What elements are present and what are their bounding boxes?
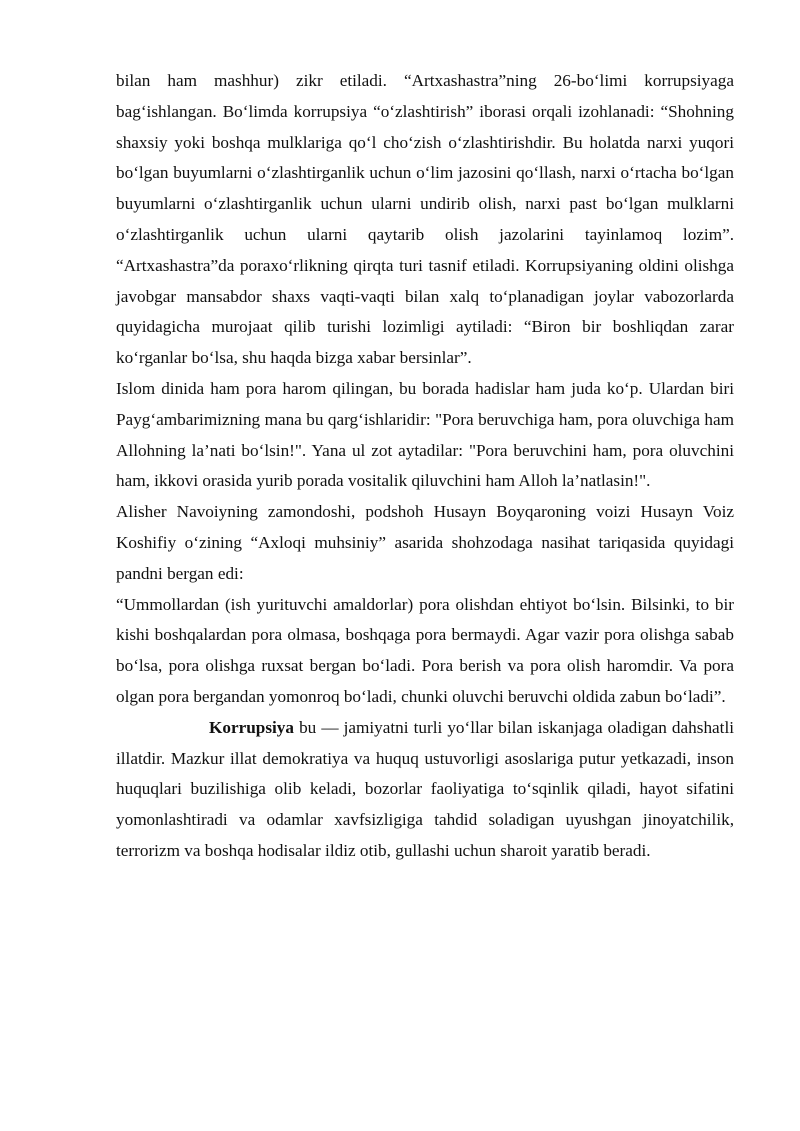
definition-term: Korrupsiya [209, 717, 294, 737]
paragraph-definition [116, 713, 734, 867]
paragraph-koshifiy: Alisher Navoiyning zamondoshi, podshoh Husayn Boyqaroning voizi Husayn Voiz Koshifiy o‘zining “Axloqi muhsiniy” asarida shohzodaga nasihat tariqasida quyidagi pandni bergan edi: [116, 502, 734, 583]
paragraph-islam: Islom dinida ham pora harom qilingan, bu borada hadislar ham juda ko‘p. Ulardan biri Payg‘ambarimizning mana bu qarg‘ishlaridir: "Pora beruvchiga ham, pora oluvchiga ham Allohning la’nati bo‘lsin!". Yana ul zot aytadilar: "Pora beruvchini ham, pora oluvchini ham, ikkovi orasida yurib porada vositalik qiluvchini ham Alloh la’natlasin!". [116, 378, 734, 491]
paragraph-quote: “Ummollardan (ish yurituvchi amaldorlar) pora olishdan ehtiyot bo‘lsin. Bilsinki, to bir kishi boshqalardan pora olmasa, boshqaga pora bermaydi. Agar vazir pora olishga sabab bo‘lsa, pora olishga ruxsat bergan bo‘ladi. Pora berish va pora olish haromdir. Va pora olgan pora bergandan yomonroq bo‘ladi, chunki oluvchi beruvchi oldida zabun bo‘ladi”. [116, 594, 734, 706]
paragraph-artxashastra: bilan ham mashhur) zikr etiladi. “Artxashastra”ning 26-bo‘limi korrupsiyaga bag‘ishlangan. Bo‘limda korrupsiya “o‘zlashtirish” iborasi orqali izohlanadi: “Shohning shaxsiy yoki boshqa mulklariga qo‘l cho‘zish o‘zlashtirishdir. Bu holatda narxi yuqori bo‘lgan buyumlarni o‘zlashtirganlik uchun o‘lim jazosini qo‘llash, narxi o‘rtacha bo‘lgan buyumlarni o‘zlashtirganlik uchun ularni undirib olish, narxi past bo‘lgan mulklarni o‘zlashtirganlik uchun ularni qaytarib olish jazolarini tayinlamoq lozim”. “Artxashastra”da poraxo‘rlikning qirqta turi tasnif etiladi. Korrupsiyaning oldini olishga javobgar mansabdor shaxs vaqti-vaqti bilan xalq to‘planadigan joylar vabozorlarda quyidagicha murojaat qilib turishi lozimligi aytiladi: “Biron bir boshliqdan zarar ko‘rganlar bo‘lsa, shu haqda bizga xabar bersinlar”. [116, 71, 734, 368]
document-page [116, 66, 734, 867]
definition-text: bu — jamiyatni turli yo‘llar bilan iskanjaga oladigan dahshatli illatdir. Mazkur illat demokratiya va huquq ustuvorligi asoslariga putur yetkazadi, inson huquqlari buzilishiga olib keladi, bozorlar faoliyatiga to‘sqinlik qiladi, hayot sifatini yomonlashtiradi va odamlar xavfsizligiga tahdid soladigan uyushgan jinoyatchilik, terrorizm va boshqa hodisalar ildiz otib, gullashi uchun sharoit yaratib beradi. [116, 717, 734, 860]
